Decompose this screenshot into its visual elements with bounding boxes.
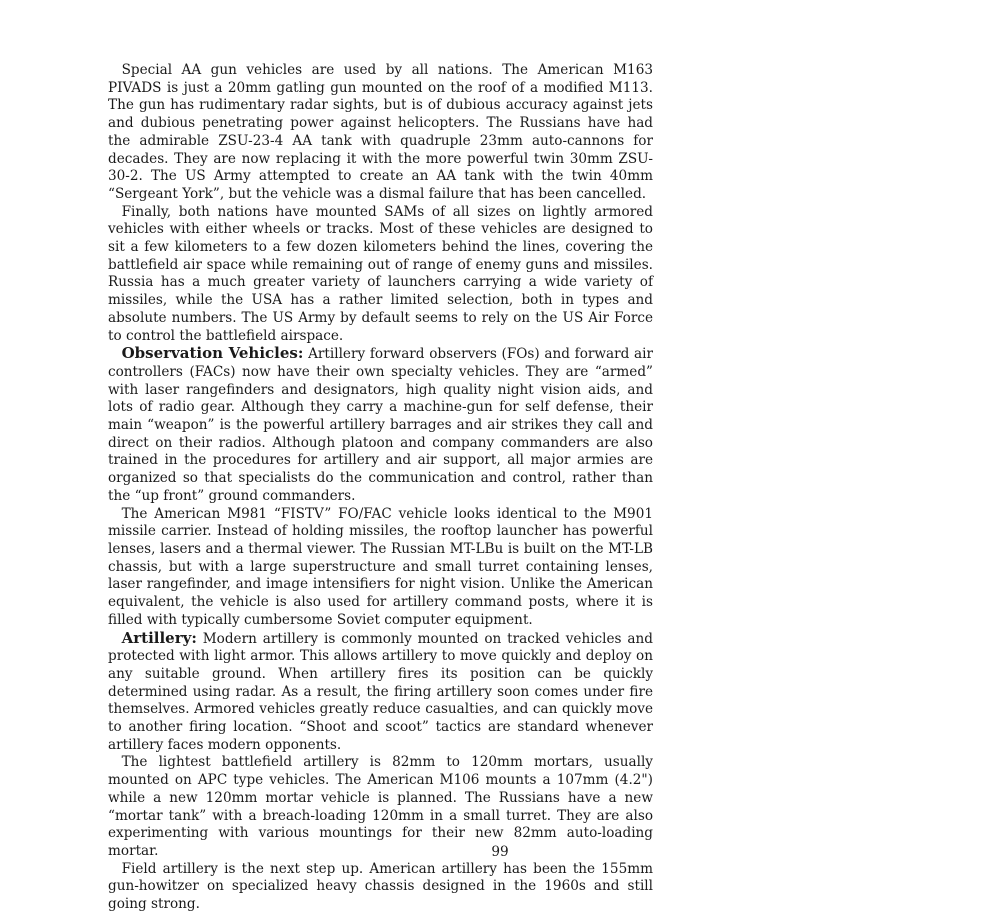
paragraph-7-text: Field artillery is the next step up. American artillery has been the 155mm gun-howitzer on specialized heavy chassis designed in the 1960s and still going strong. — [108, 860, 653, 913]
text-column — [108, 62, 653, 914]
heading-artillery: Artillery: — [121, 628, 197, 647]
page-number: 99 — [491, 844, 509, 860]
paragraph-1-text: Special AA gun vehicles are used by all nations. The American M163 PIVADS is just a 20mm gatling gun mounted on the roof of a modified M113. The gun has rudimentary radar sights, but is of dubious accuracy against jets and dubious penetrating power against helicopters. The Russians have had the admirable ZSU-23-4 AA tank with quadruple 23mm auto-cannons for decades. They are now replacing it with the more powerful twin 30mm ZSU-30-2. The US Army attempted to create an AA tank with the twin 40mm “Sergeant York”, but the vehicle was a dismal failure that has been cancelled. — [108, 62, 653, 202]
paragraph-4-text: The American M981 “FISTV” FO/FAC vehicle looks identical to the M901 missile carrier. Instead of holding missiles, the rooftop launcher has powerful lenses, lasers and a thermal viewer. The Russian MT-LBu is built on the MT-LB chassis, but with a large superstructure and small turret containing lenses, laser rangefinder, and image intensifiers for night vision. Unlike the American equivalent, the vehicle is also used for artillery command posts, where it is filled with typically cumbersome Soviet computer equipment. — [108, 505, 653, 628]
paragraph-6-text: The lightest battlefield artillery is 82mm to 120mm mortars, usually mounted on APC type vehicles. The American M106 mounts a 107mm (4.2") while a new 120mm mortar vehicle is planned. The Russians have a new “mortar tank” with a breach-loading 120mm in a small turret. They are also experimenting with various mountings for their new 82mm auto-loading mortar. — [108, 754, 653, 859]
paragraph-1 — [108, 62, 653, 204]
paragraph-3 — [108, 345, 653, 505]
heading-observation-vehicles: Observation Vehicles: — [121, 344, 304, 363]
paragraph-4 — [108, 506, 653, 630]
paragraph-2-text: Finally, both nations have mounted SAMs of all sizes on lightly armored vehicles with either wheels or tracks. Most of these vehicles are designed to sit a few kilometers to a few dozen kilometers behind the lines, covering the battlefield air space while remaining out of range of enemy guns and missiles. Russia has a much greater variety of launchers carrying a wide variety of missiles, while the USA has a rather limited selection, both in types and absolute numbers. The US Army by default seems to rely on the US Air Force to control the battlefield airspace. — [108, 203, 653, 344]
paragraph-3-text: Artillery forward observers (FOs) and forward air controllers (FACs) now have their own specialty vehicles. They are “armed” with laser rangefinders and designators, high quality night vision aids, and lots of radio gear. Although they carry a machine-gun for self defense, their main “weapon” is the powerful artillery barrages and air strikes they call and direct on their radios. Although platoon and company commanders are also trained in the procedures for artillery and air support, all major armies are organized so that specialists do the communication and control, rather than the “up front” ground commanders. — [108, 346, 653, 504]
paragraph-5-text: Modern artillery is commonly mounted on tracked vehicles and protected with light armor. This allows artillery to move quickly and deploy on any suitable ground. When artillery fires its position can be quickly determined using radar. As a result, the firing artillery soon comes under fire themselves. Armored vehicles greatly reduce casualties, and can quickly move to another firing location. “Shoot and scoot” tactics are standard whenever artillery faces modern opponents. — [108, 630, 653, 753]
paragraph-2 — [108, 204, 653, 346]
paragraph-5 — [108, 630, 653, 755]
paragraph-7 — [108, 861, 653, 914]
